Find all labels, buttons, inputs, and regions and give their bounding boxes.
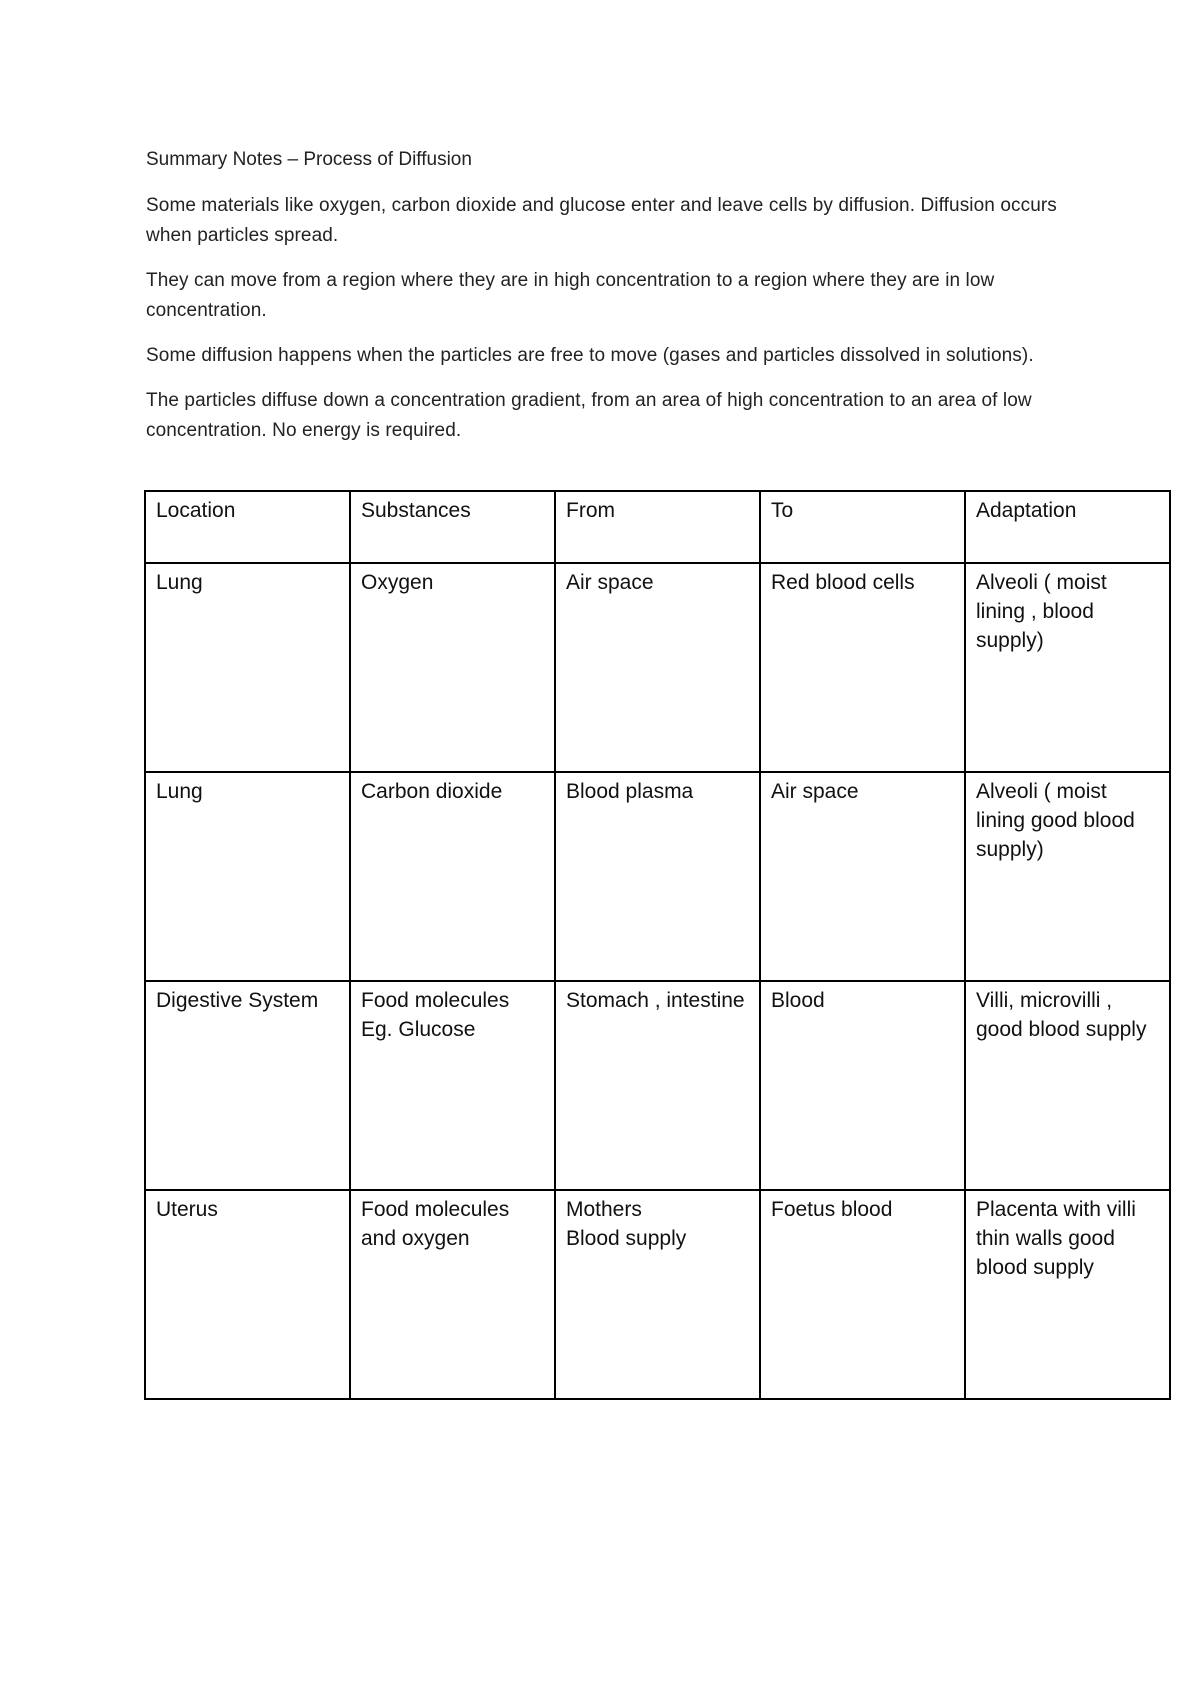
paragraph-3: Some diffusion happens when the particles are free to move (gases and particles dissolved in solutions). bbox=[146, 345, 1034, 366]
table-row bbox=[145, 981, 1170, 1190]
header-adaptation: Adaptation bbox=[965, 491, 1170, 563]
diffusion-table bbox=[144, 490, 1171, 1400]
header-substances: Substances bbox=[350, 491, 555, 563]
cell-substances bbox=[350, 981, 555, 1190]
paragraph-1: Some materials like oxygen, carbon dioxide and glucose enter and leave cells by diffusion. Diffusion occurs when particles spread. bbox=[146, 195, 1057, 246]
table-row bbox=[145, 563, 1170, 772]
paragraph-4: The particles diffuse down a concentration gradient, from an area of high concentration to an area of low concentration. No energy is required. bbox=[146, 390, 1032, 441]
cell-line: Oxygen bbox=[361, 571, 434, 594]
cell-location: Lung bbox=[145, 772, 350, 981]
cell-adaptation bbox=[965, 563, 1170, 772]
table-row bbox=[145, 1190, 1170, 1399]
cell-line: Villi, microvilli , good blood supply bbox=[976, 989, 1147, 1041]
paragraph-2: They can move from a region where they are in high concentration to a region where they are in low concentration. bbox=[146, 270, 995, 321]
cell-substances bbox=[350, 1190, 555, 1399]
cell-location: Lung bbox=[145, 563, 350, 772]
cell-line: Blood bbox=[771, 989, 825, 1012]
header-from: From bbox=[555, 491, 760, 563]
cell-from bbox=[555, 981, 760, 1190]
cell-line: Blood plasma bbox=[566, 780, 694, 803]
cell-location: Digestive System bbox=[145, 981, 350, 1190]
cell-line: Mothers bbox=[566, 1198, 642, 1221]
cell-substances bbox=[350, 563, 555, 772]
cell-from bbox=[555, 772, 760, 981]
cell-line: Eg. Glucose bbox=[361, 1018, 476, 1041]
cell-adaptation bbox=[965, 772, 1170, 981]
table-row bbox=[145, 772, 1170, 981]
cell-to bbox=[760, 772, 965, 981]
cell-line: Air space bbox=[566, 571, 654, 594]
header-location: Location bbox=[145, 491, 350, 563]
document-body bbox=[146, 145, 1066, 461]
cell-substances bbox=[350, 772, 555, 981]
cell-line: Alveoli ( moist lining , blood supply) bbox=[976, 571, 1107, 652]
cell-line: Air space bbox=[771, 780, 859, 803]
cell-line: Alveoli ( moist lining good blood supply) bbox=[976, 780, 1135, 861]
cell-line: Blood supply bbox=[566, 1227, 687, 1250]
cell-line: Foetus blood bbox=[771, 1198, 893, 1221]
cell-line: Placenta with villi thin walls good blood supply bbox=[976, 1198, 1136, 1279]
cell-from bbox=[555, 563, 760, 772]
cell-adaptation bbox=[965, 1190, 1170, 1399]
cell-adaptation bbox=[965, 981, 1170, 1190]
cell-to bbox=[760, 563, 965, 772]
table-header-row bbox=[145, 491, 1170, 563]
cell-line: Stomach , intestine bbox=[566, 989, 745, 1012]
document-title: Summary Notes – Process of Diffusion bbox=[146, 149, 472, 170]
cell-line: Food molecules and oxygen bbox=[361, 1198, 510, 1250]
cell-location: Uterus bbox=[145, 1190, 350, 1399]
cell-line: Red blood cells bbox=[771, 571, 915, 594]
header-to: To bbox=[760, 491, 965, 563]
cell-line: Food molecules bbox=[361, 989, 510, 1012]
cell-to bbox=[760, 1190, 965, 1399]
cell-to bbox=[760, 981, 965, 1190]
cell-line: Carbon dioxide bbox=[361, 780, 503, 803]
cell-from bbox=[555, 1190, 760, 1399]
